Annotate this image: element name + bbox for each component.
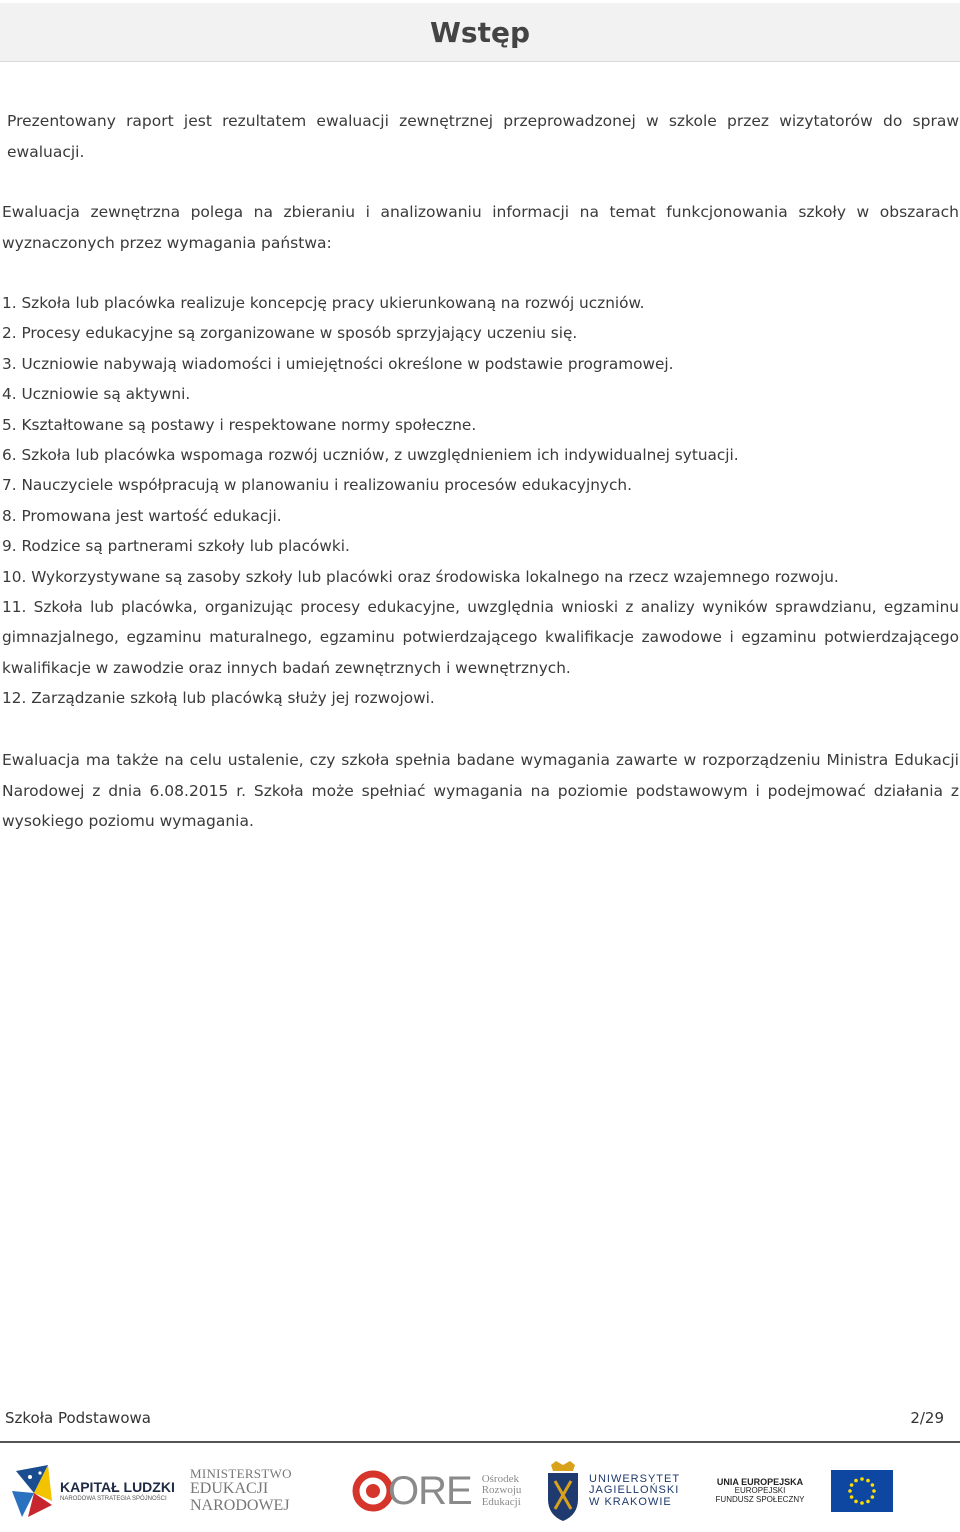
- list-item: 4. Uczniowie są aktywni.: [2, 385, 191, 404]
- kapital-ludzki-icon: [8, 1461, 54, 1521]
- list-item: 6. Szkoła lub placówka wspomaga rozwój uczniów, z uwzględnieniem ich indywidualnej sytuacji.: [2, 446, 739, 465]
- ore-line-1: Ośrodek: [481, 1472, 519, 1485]
- kapital-ludzki-logo: [8, 1458, 178, 1524]
- list-item: 12. Zarządzanie szkołą lub placówką służy jej rozwojowi.: [2, 689, 435, 708]
- men-line-2: EDUKACJI: [190, 1480, 269, 1498]
- list-item: 1. Szkoła lub placówka realizuje koncepcję pracy ukierunkowaną na rozwój uczniów.: [2, 294, 645, 312]
- eu-flag-icon: [831, 1470, 893, 1512]
- ore-logo: [352, 1458, 527, 1524]
- page-title: Wstęp: [430, 15, 530, 49]
- uj-line-1: UNIWERSYTET: [589, 1472, 681, 1485]
- ue-line-3: FUNDUSZ SPOŁECZNY: [715, 1494, 805, 1504]
- ue-logo: [705, 1458, 955, 1524]
- page-header: [0, 3, 960, 62]
- list-item: 9. Rodzice są partnerami szkoły lub placówki.: [2, 537, 350, 556]
- ue-line-1: UNIA EUROPEJSKA: [716, 1476, 804, 1487]
- men-line-3: NARODOWEJ: [190, 1496, 290, 1514]
- intro-paragraph: Prezentowany raport jest rezultatem ewaluacji zewnętrznej przeprowadzonej w szkole przez wizytatorów do spraw ewaluacji.: [7, 112, 959, 161]
- ue-line-2: EUROPEJSKI: [734, 1486, 786, 1496]
- ore-line-3: Edukacji: [481, 1495, 521, 1508]
- ore-line-2: Rozwoju: [481, 1484, 522, 1497]
- requirements-list: [2, 288, 959, 714]
- list-item: 8. Promowana jest wartość edukacji.: [2, 506, 282, 525]
- footer-school-name: Szkoła Podstawowa: [5, 1409, 151, 1427]
- men-logo: [190, 1458, 315, 1524]
- ore-mark: ORE: [388, 1468, 472, 1513]
- evaluation-paragraph: Ewaluacja zewnętrzna polega na zbieraniu i analizowaniu informacji na temat funkcjonowania szkoły w obszarach wyznaczonych przez wymagania państwa:: [2, 203, 959, 252]
- footer-divider: [0, 1441, 960, 1443]
- list-item: 5. Kształtowane są postawy i respektowane normy społeczne.: [2, 415, 477, 434]
- uj-logo: [545, 1458, 690, 1524]
- kapital-ludzki-subtitle: NARODOWA STRATEGIA SPÓJNOŚCI: [60, 1496, 167, 1503]
- men-line-1: MINISTERSTWO: [190, 1466, 292, 1482]
- footer-page-number: 2/29: [910, 1409, 944, 1427]
- uj-line-3: W KRAKOWIE: [589, 1495, 672, 1508]
- kapital-ludzki-name: KAPITAŁ LUDZKI: [60, 1478, 175, 1495]
- uj-crest-icon: [545, 1459, 581, 1523]
- uj-line-2: JAGIELLOŃSKI: [589, 1484, 680, 1497]
- list-item: 2. Procesy edukacyjne są zorganizowane w sposób sprzyjający uczeniu się.: [2, 324, 578, 343]
- list-item: 10. Wykorzystywane są zasoby szkoły lub placówki oraz środowiska lokalnego na rzecz wzajemnego rozwoju.: [2, 567, 839, 586]
- list-item: 3. Uczniowie nabywają wiadomości i umiejętności określone w podstawie programowej.: [2, 354, 674, 373]
- list-item: 11. Szkoła lub placówka, organizując procesy edukacyjne, uwzględnia wnioski z analizy wyników sprawdzianu, egzaminu gimnazjalnego, egzaminu maturalnego, egzaminu potwierdzającego kwalifikacje zawodowe i egzaminu potwierdzającego kwalifikacje w zawodzie oraz innych badań zewnętrznych i wewnętrznych.: [2, 598, 959, 677]
- extra-paragraph: Ewaluacja ma także na celu ustalenie, czy szkoła spełnia badane wymagania zawarte w rozporządzeniu Ministra Edukacji Narodowej z dnia 6.08.2015 r. Szkoła może spełniać wymagania na poziomie podstawowym i podejmować działania z wysokiego poziomu wymagania.: [2, 751, 959, 830]
- logo-strip: [0, 1452, 960, 1530]
- list-item: 7. Nauczyciele współpracują w planowaniu i realizowaniu procesów edukacyjnych.: [2, 476, 632, 495]
